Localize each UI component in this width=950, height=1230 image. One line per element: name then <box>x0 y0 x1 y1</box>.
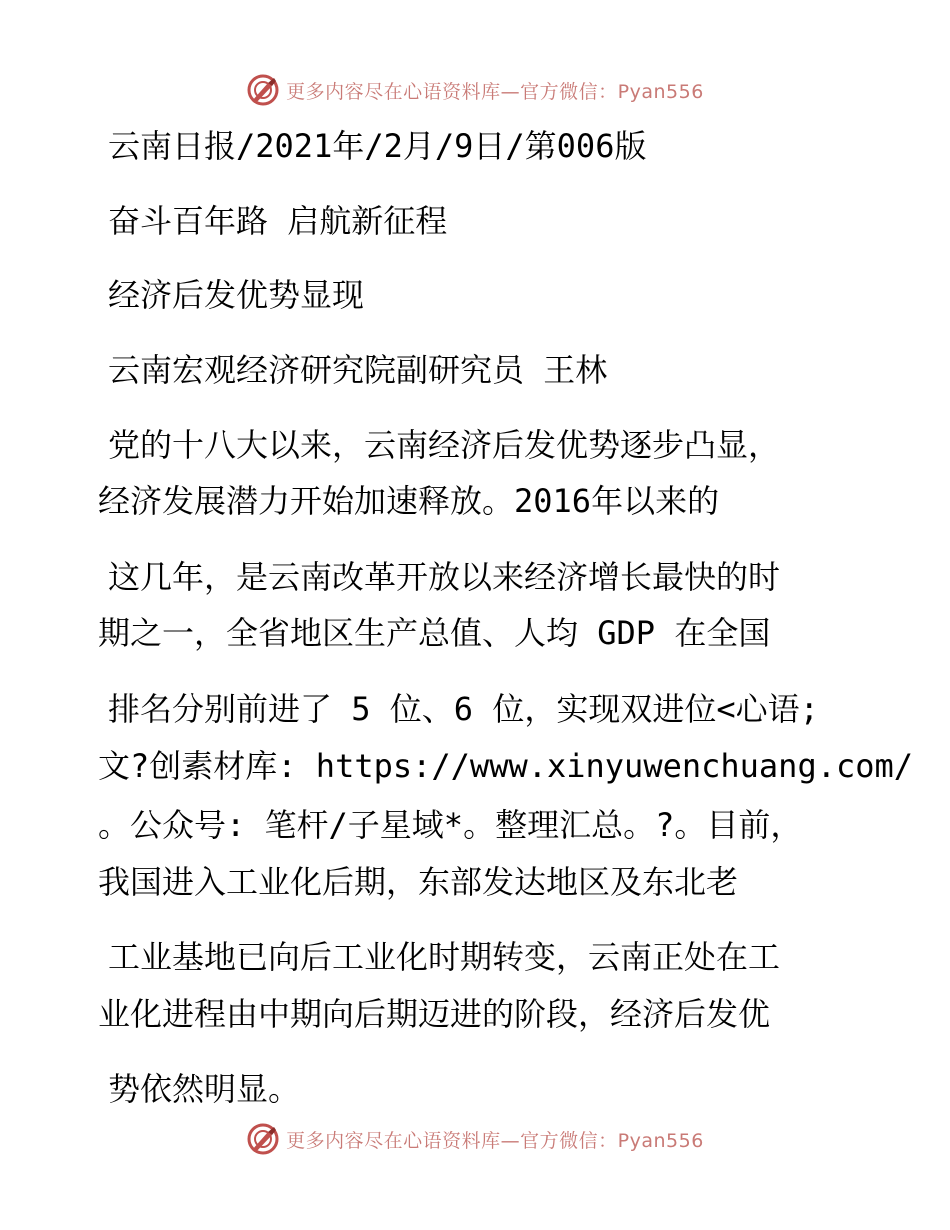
header-watermark-banner <box>0 70 950 110</box>
document-line: 经济发展潜力开始加速释放。2016年以来的 <box>98 482 720 520</box>
document-line: 云南日报/2021年/2月/9日/第006版 <box>108 127 647 165</box>
document-line: 云南宏观经济研究院副研究员 王林 <box>108 351 608 389</box>
document-line: 经济后发优势显现 <box>108 276 365 314</box>
document-line: 。公众号: 笔杆/子星域*。整理汇总。?。目前， <box>98 806 803 844</box>
document-line: 这几年，是云南改革开放以来经济增长最快的时 <box>108 558 781 596</box>
pen-logo-icon <box>246 1122 280 1156</box>
document-line: 期之一，全省地区生产总值、人均 GDP 在全国 <box>98 614 771 652</box>
document-line: 奋斗百年路 启航新征程 <box>108 202 448 240</box>
watermark-text: 更多内容尽在心语资料库—官方微信：Pyan556 <box>286 1129 704 1152</box>
document-line: 排名分别前进了 5 位、6 位，实现双进位<心语; <box>108 690 819 728</box>
document-line: 工业基地已向后工业化时期转变，云南正处在工 <box>108 938 781 976</box>
document-line: 文?创素材库: https://www.xinyuwenchuang.com/ <box>98 747 914 785</box>
watermark-text: 更多内容尽在心语资料库—官方微信：Pyan556 <box>286 80 704 103</box>
document-line: 业化进程由中期向后期迈进的阶段，经济后发优 <box>98 995 771 1033</box>
document-line: 势依然明显。 <box>108 1070 301 1108</box>
document-line: 党的十八大以来，云南经济后发优势逐步凸显， <box>108 426 781 464</box>
pen-logo-icon <box>246 73 280 107</box>
footer-watermark-banner <box>0 1119 950 1159</box>
document-line: 我国进入工业化后期，东部发达地区及东北老 <box>98 863 739 901</box>
